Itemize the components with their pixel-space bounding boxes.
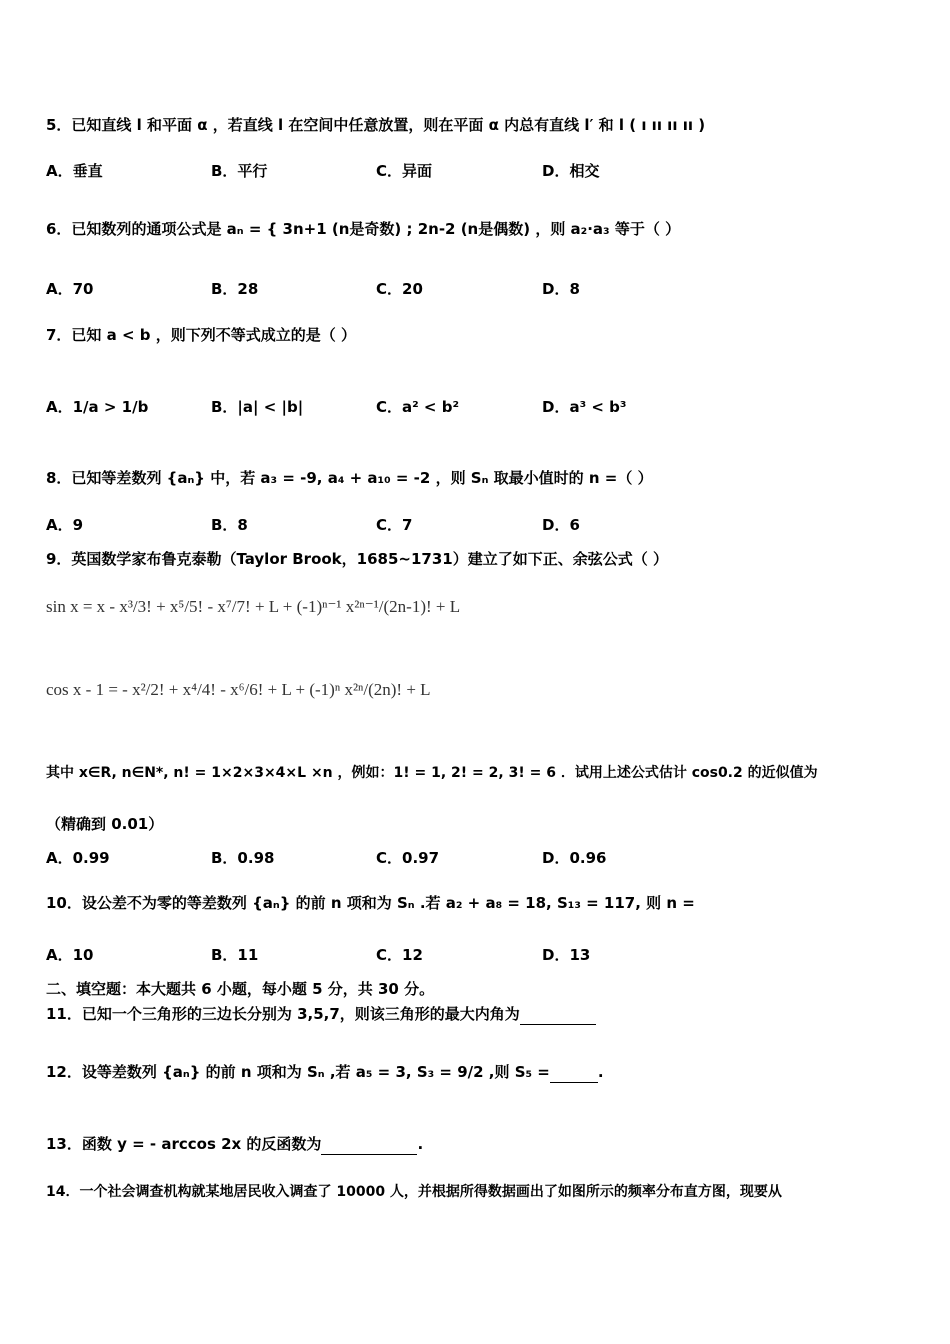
q8-option-c[interactable]: C．7 (376, 516, 413, 534)
sin-formula-text: sin x = x - x³/3! + x⁵/5! - x⁷/7! + L + (-1)ⁿ⁻¹ x²ⁿ⁻¹/(2n-1)! + L (46, 597, 461, 616)
sin-formula (46, 597, 460, 617)
question-12: 12．设等差数列 {aₙ} 的前 n 项和为 Sₙ ,若 a₅ = 3, S₃ = 9/2 ,则 S₅ = . (46, 1063, 604, 1081)
section-2-heading (46, 979, 434, 999)
q5-option-a[interactable]: A．垂直 (46, 162, 103, 180)
question-7-stem: 7．已知 a < b ，则下列不等式成立的是（ ） (46, 326, 356, 344)
q10-option-b[interactable]: B．11 (211, 946, 259, 964)
q8-option-b[interactable]: B．8 (211, 516, 248, 534)
q6-option-b[interactable]: B．28 (211, 280, 259, 298)
q6-option-d[interactable]: D．8 (542, 280, 580, 298)
q10-option-d[interactable]: D．13 (542, 946, 591, 964)
question-6 (46, 219, 680, 239)
question-9-note (46, 763, 818, 783)
section-2-heading-text: 二、填空题：本大题共 6 小题，每小题 5 分，共 30 分。 (46, 980, 435, 998)
question-10 (46, 893, 695, 913)
question-9-note-text: 其中 x∈R, n∈N*, n! = 1×2×3×4×L ×n ，例如：1! = 1, 2! = 2, 3! = 6 ．试用上述公式估计 cos0.2 的近似值为 (46, 765, 818, 781)
q7-option-d[interactable]: D．a³ < b³ (542, 398, 627, 416)
q8-option-d[interactable]: D．6 (542, 516, 580, 534)
question-8 (46, 468, 653, 488)
q13-answer-blank[interactable] (321, 1134, 417, 1155)
cos-formula-text: cos x - 1 = - x²/2! + x⁴/4! - x⁶/6! + L + (-1)ⁿ x²ⁿ/(2n)! + L (46, 680, 431, 699)
q5-option-d[interactable]: D．相交 (542, 162, 600, 180)
question-14 (46, 1182, 782, 1202)
q7-option-b[interactable]: B．|a| < |b| (211, 398, 304, 416)
q8-option-a[interactable]: A．9 (46, 516, 84, 534)
question-9 (46, 549, 668, 569)
question-9-stem: 9．英国数学家布鲁克泰勒（Taylor Brook，1685~1731）建立了如下正、余弦公式（ ） (46, 550, 668, 568)
q9-option-a[interactable]: A．0.99 (46, 849, 110, 867)
q9-option-d[interactable]: D．0.96 (542, 849, 607, 867)
q5-option-b[interactable]: B．平行 (211, 162, 268, 180)
question-7 (46, 325, 356, 345)
question-8-stem: 8．已知等差数列 {aₙ} 中，若 a₃ = -9, a₄ + a₁₀ = -2 ，则 Sₙ 取最小值时的 n =（ ） (46, 469, 653, 487)
question-14-stem: 14．一个社会调查机构就某地居民收入调查了 10000 人，并根据所得数据画出了如图所示的频率分布直方图，现要从 (46, 1184, 782, 1200)
question-12-stem: 12．设等差数列 {aₙ} 的前 n 项和为 Sₙ ,若 a₅ = 3, S₃ = 9/2 ,则 S₅ = (46, 1063, 550, 1081)
cos-formula (46, 680, 431, 700)
q10-option-a[interactable]: A．10 (46, 946, 94, 964)
question-13: 13．函数 y = - arccos 2x 的反函数为 . (46, 1135, 424, 1153)
q11-answer-blank[interactable] (520, 1004, 596, 1025)
question-5-stem: 5．已知直线 l 和平面 α ，若直线 l 在空间中任意放置，则在平面 α 内总有直线 l′ 和 l ( ı ıı ıı ıı ) (46, 116, 706, 134)
q7-option-c[interactable]: C．a² < b² (376, 398, 460, 416)
q10-option-c[interactable]: C．12 (376, 946, 423, 964)
q6-option-a[interactable]: A．70 (46, 280, 94, 298)
q6-option-c[interactable]: C．20 (376, 280, 423, 298)
question-11-stem: 11．已知一个三角形的三边长分别为 3,5,7，则该三角形的最大内角为 (46, 1005, 520, 1023)
question-13-stem: 13．函数 y = - arccos 2x 的反函数为 (46, 1135, 322, 1153)
q12-answer-blank[interactable] (550, 1062, 598, 1083)
question-10-stem: 10．设公差不为零的等差数列 {aₙ} 的前 n 项和为 Sₙ .若 a₂ + a₈ = 18, S₁₃ = 117, 则 n = (46, 894, 695, 912)
question-6-stem: 6．已知数列的通项公式是 aₙ = { 3n+1 (n是奇数) ; 2n-2 (n是偶数) ，则 a₂·a₃ 等于（ ） (46, 220, 681, 238)
question-9-precision (46, 814, 163, 834)
question-5 (46, 115, 705, 135)
q9-option-c[interactable]: C．0.97 (376, 849, 440, 867)
q9-option-b[interactable]: B．0.98 (211, 849, 275, 867)
question-9-precision-text: （精确到 0.01） (46, 815, 164, 833)
q5-option-c[interactable]: C．异面 (376, 162, 433, 180)
q7-option-a[interactable]: A．1/a > 1/b (46, 398, 149, 416)
question-11 (46, 1004, 596, 1025)
